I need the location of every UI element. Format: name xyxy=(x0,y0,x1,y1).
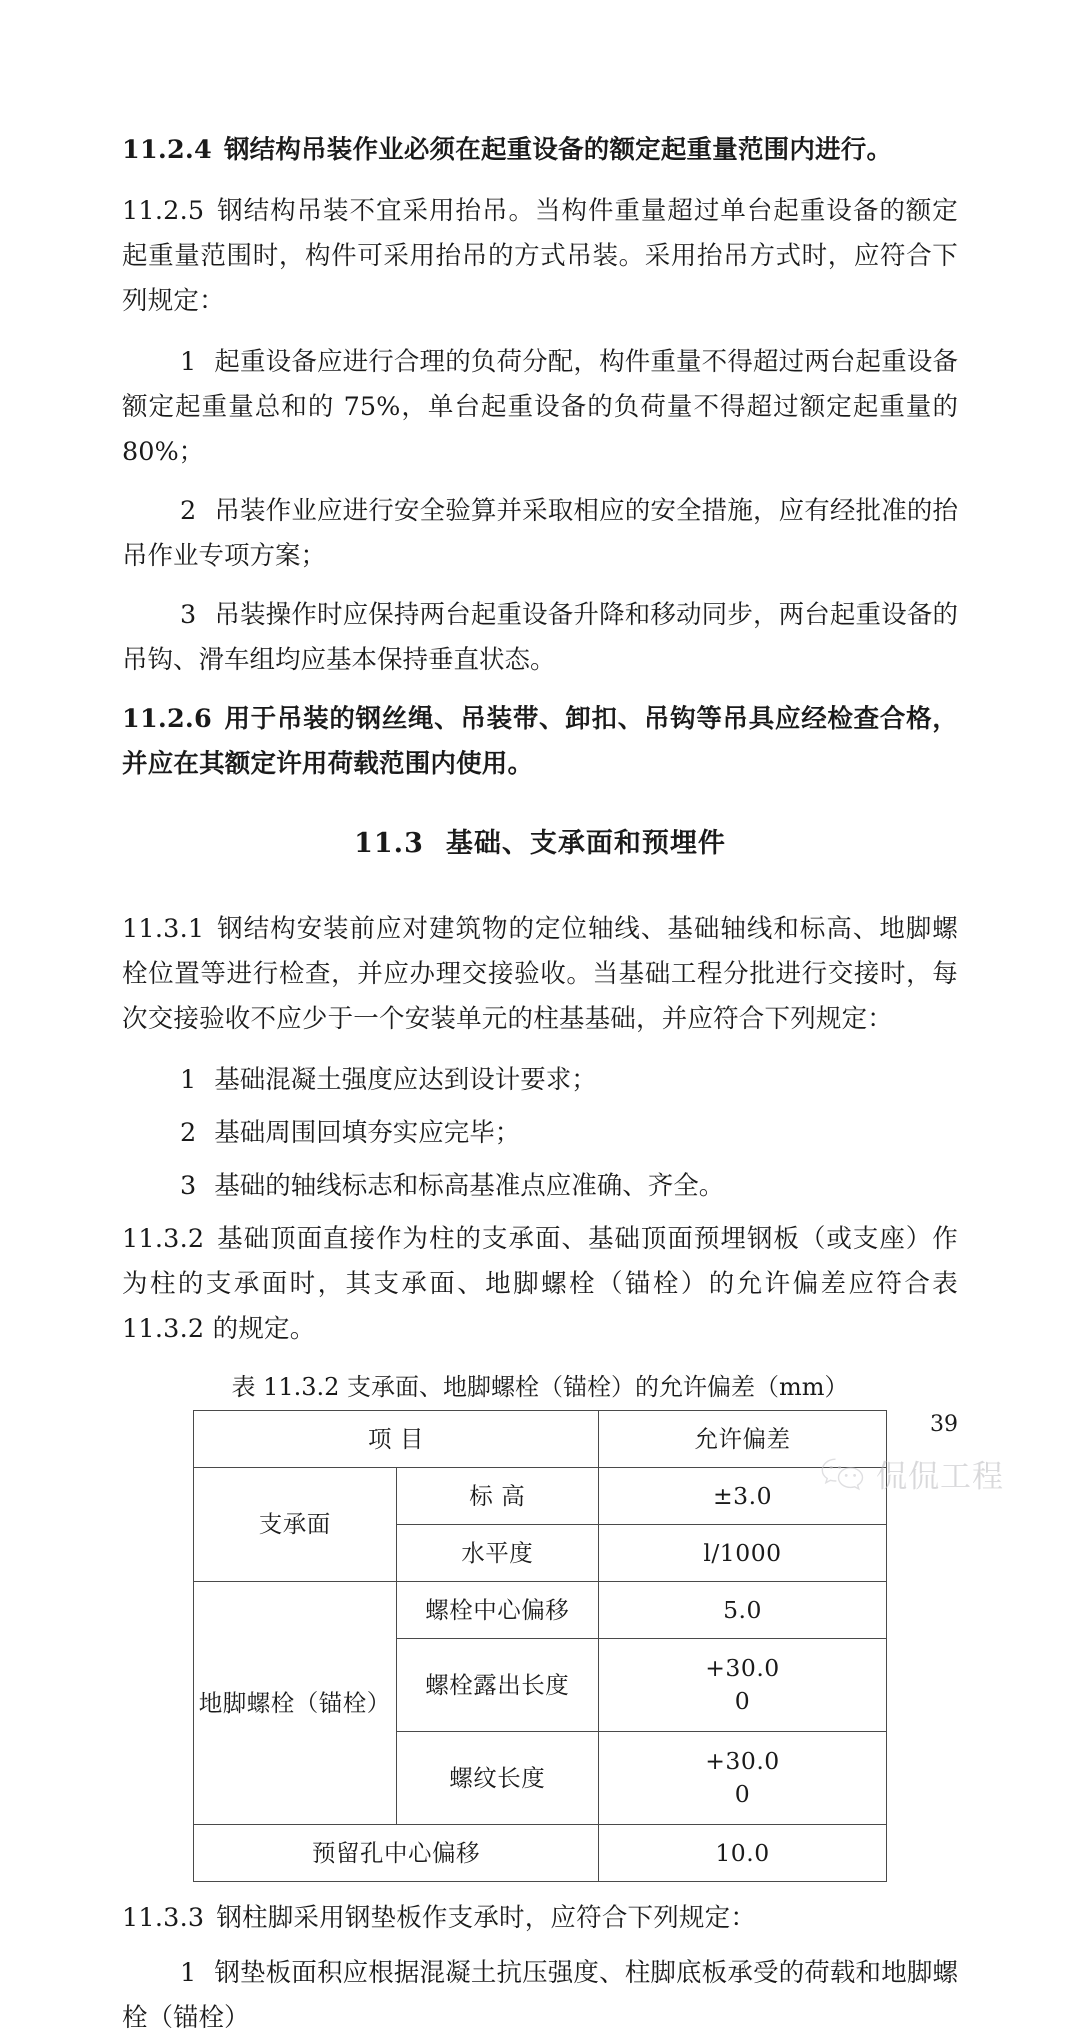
table-group-label: 支承面 xyxy=(194,1468,397,1582)
clause-11-2-4 xyxy=(122,128,958,173)
section-number: 11.3 xyxy=(354,828,424,859)
clause-number: 11.3.2 xyxy=(122,1224,205,1254)
tolerance-table xyxy=(193,1410,887,1882)
table-cell-tolerance: ±3.0 xyxy=(599,1468,887,1525)
tolerance-upper: +30.0 xyxy=(705,1654,780,1682)
clause-number: 11.3.3 xyxy=(122,1903,205,1933)
list-item-index: 2 xyxy=(180,1118,197,1148)
clause-text: 钢柱脚采用钢垫板作支承时，应符合下列规定： xyxy=(216,1903,757,1933)
list-item-index: 2 xyxy=(180,496,197,526)
watermark-text: 侃侃工程 xyxy=(876,1459,1004,1495)
table-cell-item: 螺栓露出长度 xyxy=(396,1639,599,1732)
table-cell-item: 螺纹长度 xyxy=(396,1732,599,1825)
table-group-label: 地脚螺栓（锚栓） xyxy=(194,1582,397,1825)
table-header-tolerance: 允许偏差 xyxy=(599,1411,887,1468)
table-row xyxy=(194,1582,887,1639)
table-row xyxy=(194,1468,887,1525)
section-heading-11-3 xyxy=(122,821,958,867)
list-item-text: 基础周围回填夯实应完毕； xyxy=(214,1118,521,1148)
table-caption: 表 11.3.2 支承面、地脚螺栓（锚栓）的允许偏差（mm） xyxy=(231,1373,849,1401)
tolerance-lower: 0 xyxy=(734,1687,751,1715)
list-item-text: 起重设备应进行合理的负荷分配，构件重量不得超过两台起重设备额定起重量总和的 75%，单台起重设备的负荷量不得超过额定起重量的 80%； xyxy=(122,347,958,467)
clause-number: 11.2.4 xyxy=(122,135,212,165)
wechat-icon xyxy=(820,1456,866,1498)
watermark xyxy=(820,1456,1004,1498)
list-item xyxy=(122,1111,958,1156)
clause-text: 钢结构安装前应对建筑物的定位轴线、基础轴线和标高、地脚螺栓位置等进行检查，并应办理交接验收。当基础工程分批进行交接时，每次交接验收不应少于一个安装单元的柱基基础，并应符合下列规定： xyxy=(122,914,958,1034)
table-cell-tolerance: 5.0 xyxy=(599,1582,887,1639)
list-item-index: 1 xyxy=(180,347,197,377)
list-item-index: 1 xyxy=(180,1958,197,1988)
list-item-text: 基础混凝土强度应达到设计要求； xyxy=(214,1065,597,1095)
clause-text: 用于吊装的钢丝绳、吊装带、卸扣、吊钩等吊具应经检查合格，并应在其额定许用荷载范围内使用。 xyxy=(122,704,958,779)
table-header-item: 项 目 xyxy=(194,1411,599,1468)
clause-number: 11.3.1 xyxy=(122,914,205,944)
list-item-text: 钢垫板面积应根据混凝土抗压强度、柱脚底板承受的荷载和地脚螺栓（锚栓） xyxy=(122,1958,958,2033)
list-item-text: 吊装作业应进行安全验算并采取相应的安全措施，应有经批准的抬吊作业专项方案； xyxy=(122,496,958,571)
list-item xyxy=(122,489,958,579)
list-item xyxy=(122,340,958,475)
table-row xyxy=(194,1825,887,1882)
clause-11-3-3 xyxy=(122,1896,958,1941)
list-item-text: 基础的轴线标志和标高基准点应准确、齐全。 xyxy=(214,1171,725,1201)
list-item-index: 3 xyxy=(180,600,197,630)
table-header-row xyxy=(194,1411,887,1468)
table-cell-tolerance xyxy=(599,1639,887,1732)
clause-text: 钢结构吊装作业必须在起重设备的额定起重量范围内进行。 xyxy=(223,135,893,165)
list-item xyxy=(122,1164,958,1209)
clause-11-3-1 xyxy=(122,907,958,1042)
table-cell-item: 螺栓中心偏移 xyxy=(396,1582,599,1639)
table-cell-tolerance: l/1000 xyxy=(599,1525,887,1582)
tolerance-lower: 0 xyxy=(734,1780,751,1808)
table-cell-tolerance xyxy=(599,1732,887,1825)
clause-11-2-6 xyxy=(122,697,958,787)
list-item xyxy=(122,593,958,683)
tolerance-upper: +30.0 xyxy=(705,1747,780,1775)
table-cell-item: 标 高 xyxy=(396,1468,599,1525)
clause-number: 11.2.5 xyxy=(122,196,205,226)
list-item-text: 吊装操作时应保持两台起重设备升降和移动同步，两台起重设备的吊钩、滑车组均应基本保持垂直状态。 xyxy=(122,600,958,675)
section-title: 基础、支承面和预埋件 xyxy=(445,828,726,859)
table-cell-item: 水平度 xyxy=(396,1525,599,1582)
table-cell-item: 预留孔中心偏移 xyxy=(194,1825,599,1882)
list-item xyxy=(122,1951,958,2041)
clause-11-2-5 xyxy=(122,189,958,324)
list-item xyxy=(122,1058,958,1103)
clause-11-3-2 xyxy=(122,1217,958,1352)
list-item-index: 1 xyxy=(180,1065,197,1095)
clause-number: 11.2.6 xyxy=(122,704,212,734)
table-cell-tolerance: 10.0 xyxy=(599,1825,887,1882)
clause-text: 基础顶面直接作为柱的支承面、基础顶面预埋钢板（或支座）作为柱的支承面时，其支承面、地脚螺栓（锚栓）的允许偏差应符合表 11.3.2 的规定。 xyxy=(122,1224,958,1344)
clause-text: 钢结构吊装不宜采用抬吊。当构件重量超过单台起重设备的额定起重量范围时，构件可采用抬吊的方式吊装。采用抬吊方式时，应符合下列规定： xyxy=(122,196,958,316)
page-number: 39 xyxy=(930,1412,958,1437)
list-item-index: 3 xyxy=(180,1171,197,1201)
